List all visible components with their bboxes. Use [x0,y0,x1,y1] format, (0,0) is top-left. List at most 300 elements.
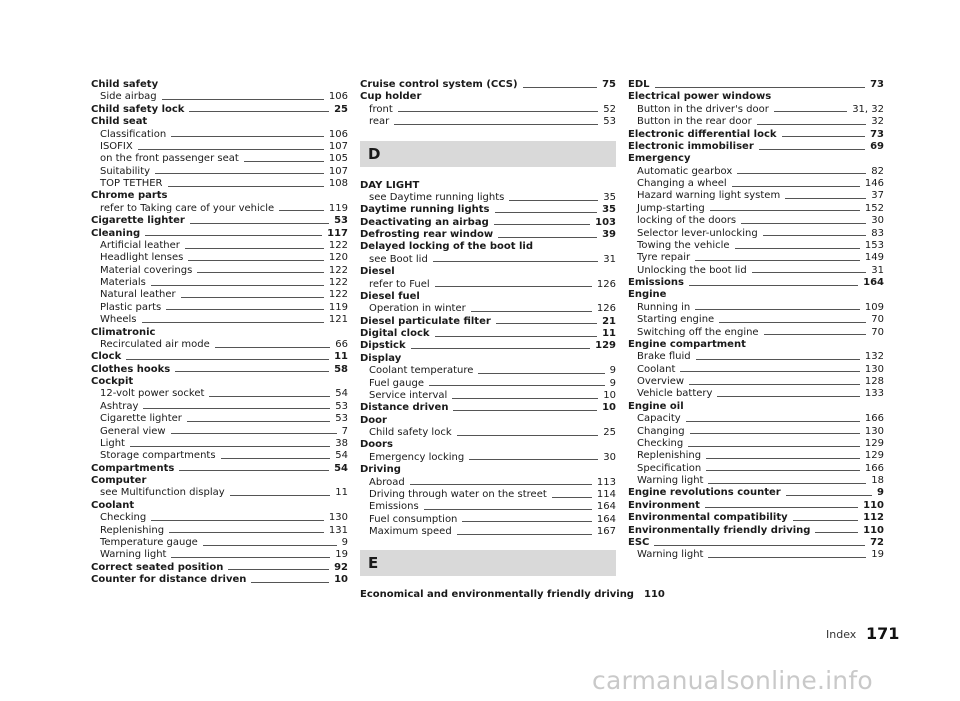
entry-term: Economical and environmentally friendly driving [360,589,634,601]
entry-term: Replenishing [100,524,165,536]
entry-page-ref: 106 [328,128,348,140]
leader-line [398,111,598,112]
entry-term: Coolant [91,499,135,511]
index-entry [360,316,616,328]
entry-page-ref: 54 [335,450,348,462]
index-entry [360,79,616,91]
entry-page-ref: 83 [871,227,884,239]
index-entry [91,190,348,202]
index-entry [360,402,616,414]
entry-page-ref: 131 [328,524,348,536]
entry-term: see Multifunction display [100,487,225,499]
leader-line [169,532,324,533]
entry-term: Engine compartment [628,338,746,350]
leader-line [462,521,592,522]
index-subentry [91,525,348,537]
entry-page-ref: 9 [609,377,616,389]
index-subentry [91,289,348,301]
entry-page-ref: 110 [643,589,665,601]
entry-page-ref: 9 [877,487,884,499]
index-entry [360,340,616,352]
leader-line [452,398,598,399]
entry-term: Suitability [100,165,151,177]
entry-page-ref: 58 [334,363,348,375]
entry-page-ref: 25 [603,427,616,438]
entry-term: Cockpit [91,376,134,387]
entry-page-ref: 73 [870,79,884,90]
entry-page-ref: 35 [603,191,616,203]
leader-line [126,359,329,360]
entry-term: Checking [100,512,147,524]
entry-term: refer to Fuel [369,278,430,290]
entry-page-ref: 119 [328,301,348,313]
entry-page-ref: 109 [864,301,884,313]
index-subentry [628,104,884,116]
index-subentry [628,265,884,277]
leader-line [471,311,592,312]
index-subentry [360,427,616,439]
entry-page-ref: 166 [864,462,884,474]
index-subentry [91,388,348,400]
entry-page-ref: 11 [602,328,616,339]
entry-term: ISOFIX [100,140,133,152]
entry-page-ref: 107 [328,140,348,152]
index-entry [628,500,884,512]
leader-line [735,248,860,249]
entry-page-ref: 130 [864,425,884,437]
index-subentry [91,265,348,277]
leader-line [230,495,331,496]
index-subentry [628,438,884,450]
leader-line [741,223,866,224]
entry-term: Headlight lenses [100,252,184,264]
leader-line [155,173,324,174]
leader-line [457,435,599,436]
index-subentry [360,279,616,291]
leader-line [411,348,591,349]
leader-line [143,408,330,409]
entry-term: Diesel particulate filter [360,315,491,327]
entry-page-ref: 19 [871,549,884,561]
index-entry [360,266,616,278]
entry-page-ref: 10 [603,389,616,401]
leader-line [435,286,592,287]
index-subentry [360,501,616,513]
index-entry [91,574,348,586]
index-subentry [360,303,616,315]
leader-line [690,433,860,434]
entry-term: Emergency [628,153,691,165]
entry-page-ref: 166 [864,413,884,425]
leader-line [509,200,598,201]
index-subentry [628,364,884,376]
leader-line [708,483,866,484]
entry-term: General view [100,425,166,437]
index-entry [628,289,884,301]
entry-page-ref: 122 [328,264,348,276]
leader-line [688,446,860,447]
leader-line [197,272,324,273]
leader-line [757,124,867,125]
index-entry [91,116,348,128]
index-subentry [91,141,348,153]
entry-page-ref: 52 [603,103,616,115]
entry-page-ref: 130 [328,512,348,524]
entry-page-ref: 117 [327,227,348,239]
index-subentry [91,537,348,549]
entry-page-ref: 129 [864,437,884,449]
leader-line [732,186,860,187]
leader-line [215,347,331,348]
index-entry [91,327,348,339]
entry-term: Plastic parts [100,301,162,313]
index-subentry [628,116,884,128]
leader-line [151,520,324,521]
leader-line [494,224,590,225]
entry-term: Clothes hooks [91,363,171,375]
entry-term: Cigarette lighter [91,215,185,227]
entry-term: Natural leather [100,289,176,301]
leader-line [279,210,324,211]
entry-term: Storage compartments [100,450,216,462]
index-subentry [628,178,884,190]
index-subentry [360,116,616,128]
section-letter-e: E [360,550,616,576]
entry-term: Capacity [637,413,681,425]
section-letter-d: D [360,141,616,167]
index-entry [628,91,884,103]
index-subentry [91,512,348,524]
index-entry [628,525,884,537]
entry-term: refer to Taking care of your vehicle [100,202,275,214]
entry-term: Correct seated position [91,561,224,573]
entry-page-ref: 9 [609,365,616,377]
index-subentry [628,302,884,314]
entry-page-ref: 31 [871,264,884,276]
leader-line [179,470,329,471]
entry-term: Doors [360,439,393,451]
leader-line [786,495,872,496]
entry-page-ref: 32 [871,116,884,128]
entry-term: Engine [628,289,667,301]
entry-page-ref: 122 [328,289,348,301]
leader-line [394,124,598,125]
leader-line [689,384,860,385]
entry-term: Environmentally friendly driving [628,524,811,536]
index-subentry [628,314,884,326]
index-subentry [628,549,884,561]
entry-term: TOP TETHER [100,178,163,189]
entry-term: Environment [628,499,700,511]
entry-page-ref: 39 [602,229,616,240]
entry-page-ref: 72 [870,536,884,548]
entry-term: Dipstick [360,340,406,352]
entry-term: Cleaning [91,227,141,239]
entry-term: Display [360,352,402,364]
index-entry [91,79,348,91]
entry-page-ref: 146 [864,178,884,189]
entry-term: Changing [637,425,685,437]
leader-line [719,322,866,323]
entry-page-ref: 119 [328,202,348,214]
leader-line [552,497,592,498]
index-subentry [628,376,884,388]
index-subentry [628,327,884,339]
entry-page-ref: 120 [328,252,348,264]
footer-section-label: Index [826,628,857,641]
entry-term: Changing a wheel [637,178,727,189]
entry-page-ref: 75 [602,79,616,90]
entry-page-ref: 31, 32 [852,103,884,115]
entry-page-ref: 105 [328,153,348,165]
index-subentry [628,475,884,487]
entry-page-ref: 132 [864,351,884,363]
index-entry [91,351,348,363]
leader-line [244,161,324,162]
entry-page-ref: 10 [334,574,348,585]
entry-page-ref: 53 [335,400,348,412]
index-subentry [628,252,884,264]
page-number: 171 [866,624,900,643]
entry-term: Selector lever-unlocking [637,227,758,239]
index-entry [360,91,616,103]
index-entry [628,487,884,499]
entry-term: Artificial leather [100,239,180,251]
leader-line [708,557,866,558]
index-column-1 [91,79,348,586]
entry-term: Vehicle battery [637,388,713,400]
index-entry [91,364,348,376]
entry-term: Clock [91,351,122,363]
entry-term: Deactivating an airbag [360,216,489,228]
entry-page-ref: 37 [871,190,884,202]
index-subentry [91,166,348,178]
leader-line [175,371,329,372]
leader-line [695,309,860,310]
index-subentry [360,514,616,526]
entry-page-ref: 31 [603,253,616,265]
index-column-3 [628,79,884,562]
entry-term: Distance driven [360,402,449,414]
index-subentry [91,426,348,438]
index-subentry [360,452,616,464]
leader-line [151,285,324,286]
entry-term: Driving through water on the street [369,488,547,500]
leader-line [185,248,324,249]
entry-term: Towing the vehicle [637,239,730,251]
leader-line [785,198,866,199]
entry-term: Side airbag [100,91,157,103]
entry-page-ref: 10 [602,402,616,414]
leader-line [706,470,860,471]
leader-line [782,136,866,137]
leader-line [763,235,867,236]
entry-page-ref: 122 [328,239,348,251]
index-subentry [91,487,348,499]
leader-line [190,223,329,224]
entry-page-ref: 122 [328,277,348,288]
entry-term: Button in the rear door [637,116,752,128]
leader-line [171,136,324,137]
leader-line [695,260,860,261]
entry-term: Warning light [100,549,167,561]
entry-term: Starting engine [637,314,715,326]
entry-term: Defrosting rear window [360,229,494,240]
entry-term: DAY LIGHT [360,179,420,191]
index-subentry [91,178,348,190]
leader-line [189,111,329,112]
entry-term: Door [360,414,387,426]
entry-term: Wheels [100,314,137,326]
entry-term: Environmental compatibility [628,512,788,524]
entry-term: Service interval [369,389,448,401]
index-entry [91,500,348,512]
index-entry [628,153,884,165]
index-subentry [628,388,884,400]
leader-line [142,322,324,323]
index-entry [360,415,616,427]
leader-line [203,545,337,546]
index-entry [91,228,348,240]
entry-term: Engine revolutions counter [628,487,781,499]
entry-term: Child seat [91,116,148,128]
index-subentry [360,365,616,377]
index-subentry [91,413,348,425]
entry-page-ref: 129 [864,450,884,462]
entry-page-ref: 133 [864,388,884,400]
index-entry [360,204,616,216]
entry-page-ref: 18 [871,475,884,486]
leader-line [168,186,324,187]
entry-page-ref: 9 [341,536,348,548]
entry-page-ref: 152 [864,202,884,214]
entry-term: Electronic immobiliser [628,140,754,152]
entry-term: Abroad [369,476,405,488]
entry-term: Counter for distance driven [91,574,247,585]
entry-page-ref: 30 [603,451,616,463]
index-subentry [91,277,348,289]
entry-page-ref: 114 [596,488,616,500]
leader-line [221,458,331,459]
leader-line [496,323,597,324]
leader-line [523,87,598,88]
entry-term: Fuel consumption [369,513,458,525]
index-entry [628,537,884,549]
entry-term: Unlocking the boot lid [637,264,747,276]
index-entry [360,353,616,365]
leader-line [171,557,330,558]
index-subentry [91,401,348,413]
entry-term: Running in [637,301,691,313]
index-subentry [628,463,884,475]
leader-line [764,334,867,335]
entry-page-ref: 25 [334,103,348,115]
index-entry [628,129,884,141]
leader-line [705,507,858,508]
entry-page-ref: 92 [334,561,348,573]
index-subentry [628,426,884,438]
entry-term: Button in the driver's door [637,103,769,115]
entry-term: Daytime running lights [360,204,490,216]
entry-page-ref: 128 [864,376,884,387]
entry-term: Diesel fuel [360,290,420,302]
index-entry [360,241,616,253]
index-entry [628,79,884,91]
entry-page-ref: 19 [335,549,348,561]
index-entry [91,562,348,574]
entry-term: front [369,103,393,115]
leader-line [717,396,859,397]
entry-term: Emergency locking [369,451,465,463]
entry-page-ref: 103 [595,216,616,228]
leader-line [181,297,324,298]
entry-page-ref: 82 [871,165,884,177]
entry-page-ref: 53 [334,215,348,227]
entry-term: locking of the doors [637,215,737,227]
leader-line [188,260,324,261]
leader-line [457,534,592,535]
leader-line [759,149,865,150]
index-entry [360,328,616,340]
entry-term: Warning light [637,475,704,486]
entry-page-ref: 121 [328,314,348,326]
leader-line [424,509,592,510]
leader-line [162,99,324,100]
entry-page-ref: 108 [328,178,348,189]
index-entry [628,141,884,153]
index-entry [360,217,616,229]
index-subentry [360,254,616,266]
entry-term: Material coverings [100,264,193,276]
index-entry [628,277,884,289]
leader-line [774,111,847,112]
entry-term: Digital clock [360,328,430,339]
entry-term: Computer [91,475,147,486]
entry-page-ref: 54 [334,462,348,474]
leader-line [228,569,329,570]
entry-page-ref: 35 [602,204,616,216]
entry-term: Child safety [91,79,159,90]
entry-term: Brake fluid [637,351,691,363]
leader-line [209,396,330,397]
entry-term: Ashtray [100,400,139,412]
index-entry [360,291,616,303]
entry-page-ref: 11 [335,487,348,499]
entry-page-ref: 107 [328,165,348,177]
entry-term: Cup holder [360,91,422,103]
entry-term: Cigarette lighter [100,413,182,425]
entry-page-ref: 126 [596,278,616,290]
index-entry [91,376,348,388]
entry-term: on the front passenger seat [100,153,239,165]
entry-page-ref: 30 [871,215,884,227]
entry-term: Maximum speed [369,526,452,537]
entry-page-ref: 164 [596,513,616,525]
entry-term: 12-volt power socket [100,388,205,400]
entry-page-ref: 164 [863,277,884,288]
entry-term: Materials [100,277,146,288]
index-entry [91,463,348,475]
index-subentry [628,228,884,240]
entry-page-ref: 70 [871,326,884,338]
entry-page-ref: 113 [596,476,616,488]
entry-page-ref: 53 [603,116,616,128]
index-entry [360,589,665,601]
leader-line [410,484,592,485]
leader-line [469,459,598,460]
entry-page-ref: 129 [595,340,616,352]
entry-page-ref: 164 [596,501,616,513]
